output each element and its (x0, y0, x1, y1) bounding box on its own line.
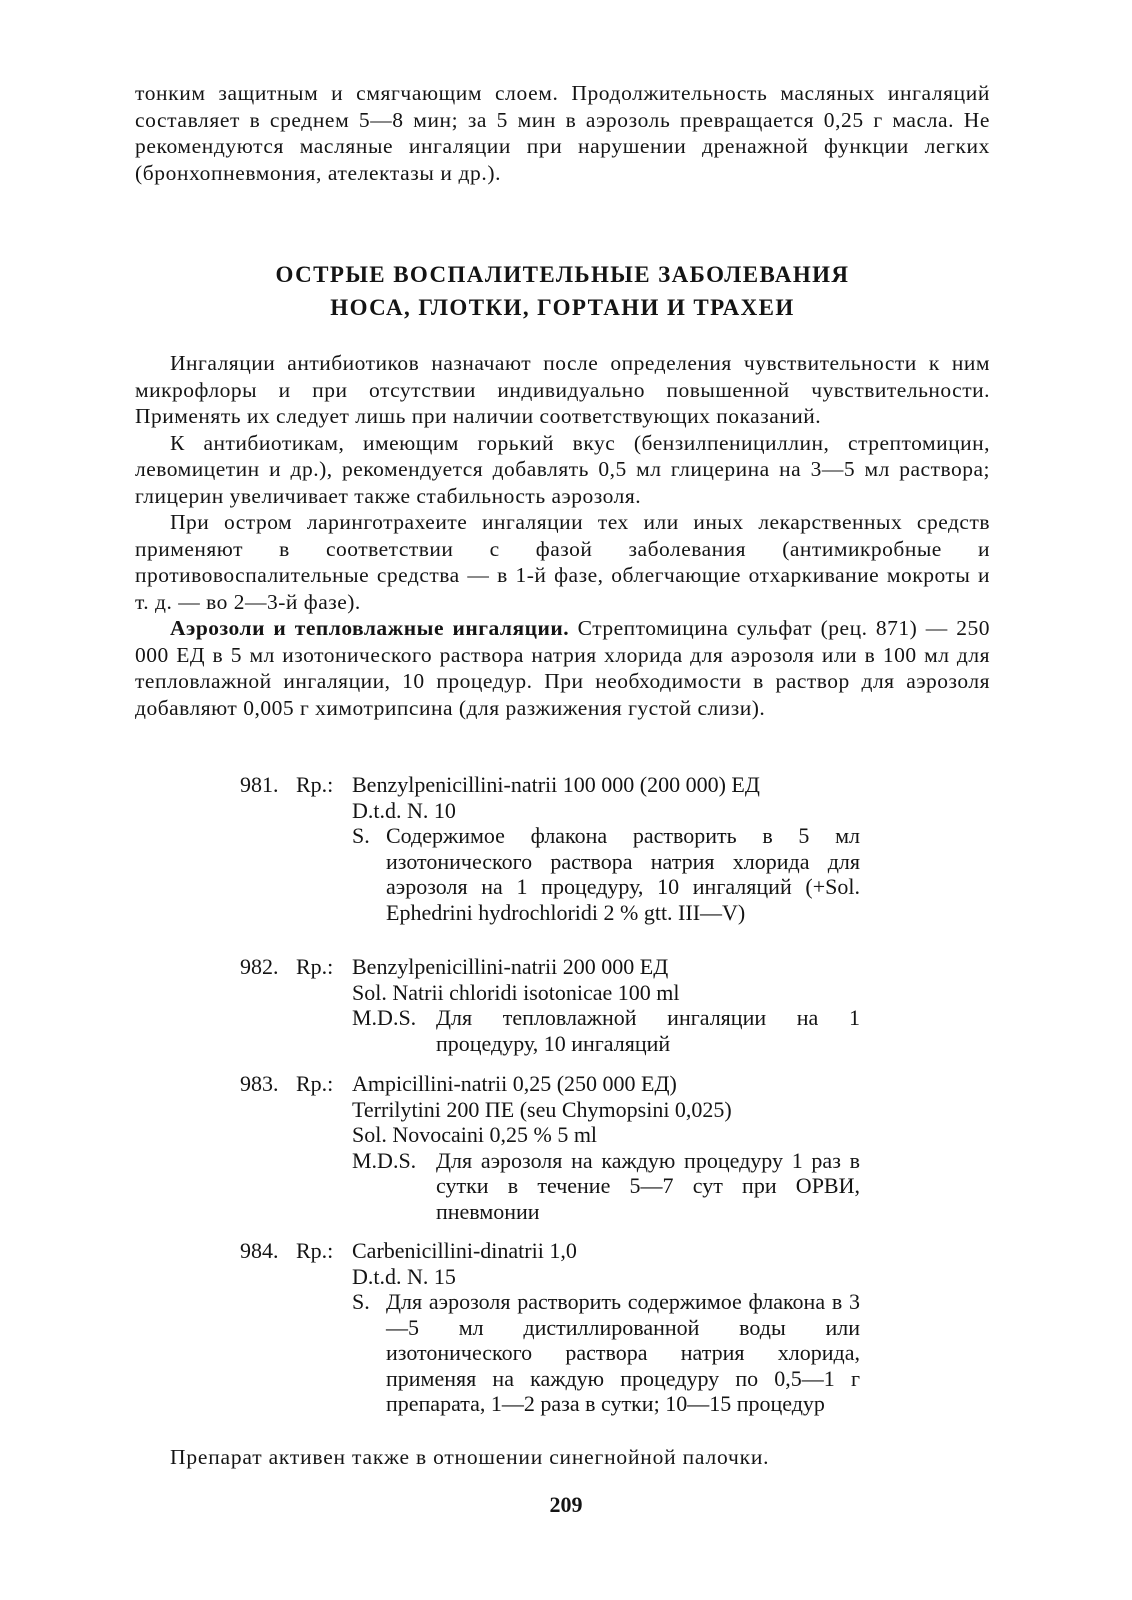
prescription-983 (240, 1071, 890, 1224)
prescription-number: 981. (240, 772, 279, 797)
signa-label: M.D.S. (352, 1147, 417, 1173)
paragraph-aerosols-text: Стрептомицина сульфат (рец. 871) — 250 000 ЕД в 5 мл изотонического раствора натрия хлорида для аэрозоля или в 100 мл для тепловлажной ингаляции, 10 процедур. При необходимости в раствор для аэрозоля добавляют 0,005 г химотрипсина (для разжижения густой слизи). (135, 616, 990, 720)
prescription-ingredient: Carbenicillini-dinatrii 1,0 (352, 1238, 577, 1263)
prescription-number: 983. (240, 1071, 279, 1096)
prescription-ingredient: D.t.d. N. 10 (352, 797, 456, 823)
prescription-ingredient: Terrilytini 200 ПЕ (seu Chymopsini 0,025) (352, 1096, 732, 1122)
prescription-signa (352, 823, 860, 925)
prescription-984-line-2 (240, 1264, 890, 1290)
signa-label: S. (352, 1289, 370, 1314)
prescription-983-line-3 (240, 1122, 890, 1148)
signa-text: Для тепловлажной ингаляции на 1 процедуру, 10 ингаляций (436, 1005, 860, 1056)
prescription-signa (352, 1289, 860, 1417)
prescription-rp: Rp.: (296, 954, 334, 979)
closing-sentence: Препарат активен также в отношении синегнойной палочки. (170, 1445, 770, 1469)
prescription-rp: Rp.: (296, 1071, 334, 1096)
prescription-ingredient: D.t.d. N. 15 (352, 1263, 456, 1289)
paragraph-laryngotracheitis: При остром ларинготрахеите ингаляции тех или иных лекарственных средств применяют в соответствии с фазой заболевания (антимикробные и противовоспалительные средства — в 1-й фазе, облегчающие отхаркивание мокроты и т. д. — во 2—3-й фазе). (135, 510, 990, 614)
prescription-rp: Rp.: (296, 1238, 334, 1263)
prescription-983-first-line (240, 1071, 890, 1097)
intro-paragraph: тонким защитным и смягчающим слоем. Продолжительность масляных ингаляций составляет в среднем 5—8 мин; за 5 мин в аэрозоль превращается 0,25 г масла. Не рекомендуются масляные ингаляции при нарушении дренажной функции легких (бронхопневмония, ателектазы и др.). (135, 81, 990, 185)
prescription-signa (352, 1148, 860, 1225)
prescription-ingredient: Benzylpenicillini-natrii 100 000 (200 000) ЕД (352, 772, 760, 797)
signa-text: Для аэрозоля растворить содержимое флакона в 3—5 мл дистиллированной воды или изотонического раствора натрия хлорида, применяя на каждую процедуру по 0,5—1 г препарата, 1—2 раза в сутки; 10—15 процедур (386, 1289, 860, 1416)
prescription-ingredient: Benzylpenicillini-natrii 200 000 ЕД (352, 954, 669, 979)
prescription-ingredient: Sol. Natrii chloridi isotonicae 100 ml (352, 979, 680, 1005)
prescription-rp: Rp.: (296, 772, 334, 797)
prescription-982 (240, 954, 890, 1056)
signa-text: Содержимое флакона растворить в 5 мл изотонического раствора натрия хлорида для аэрозоля на 1 процедуру, 10 ингаляций (+Sol. Ephedrini hydrochloridi 2 % gtt. III—V) (386, 823, 860, 925)
signa-label: M.D.S. (352, 1005, 417, 1030)
section-heading-line-2: НОСА, ГЛОТКИ, ГОРТАНИ И ТРАХЕИ (330, 295, 795, 320)
section-heading-line-1: ОСТРЫЕ ВОСПАЛИТЕЛЬНЫЕ ЗАБОЛЕВАНИЯ (275, 262, 850, 287)
prescription-982-first-line (240, 954, 890, 980)
prescription-982-line-2 (240, 980, 890, 1006)
page-number: 209 (549, 1492, 583, 1517)
paragraph-aerosols (135, 615, 990, 721)
paragraph-bitter-taste: К антибиотикам, имеющим горький вкус (бензилпенициллин, стрептомицин, левомицетин и др.), рекомендуется добавлять 0,5 мл глицерина на 3—5 мл раствора; глицерин увеличивает также стабильность аэрозоля. (135, 430, 990, 508)
paragraph-antibiotics: Ингаляции антибиотиков назначают после определения чувствительности к ним микрофлоры и при отсутствии индивидуально повышенной чувствительности. Применять их следует лишь при наличии соответствующих показаний. (135, 351, 990, 428)
run-in-heading: Аэрозоли и тепловлажные ингаляции. (170, 616, 570, 640)
prescription-number: 984. (240, 1238, 279, 1263)
prescription-ingredient: Ampicillini-natrii 0,25 (250 000 ЕД) (352, 1071, 677, 1096)
prescription-984-first-line (240, 1238, 890, 1264)
signa-label: S. (352, 823, 370, 848)
prescription-ingredient: Sol. Novocaini 0,25 % 5 ml (352, 1122, 598, 1147)
section-heading (135, 258, 990, 324)
section-body (135, 350, 990, 721)
prescription-984 (240, 1238, 890, 1417)
prescription-981-first-line (240, 772, 890, 798)
prescription-number: 982. (240, 954, 279, 979)
prescription-981 (240, 772, 890, 925)
prescription-983-line-2 (240, 1097, 890, 1123)
prescription-signa (352, 1005, 860, 1056)
signa-text: Для аэрозоля на каждую процедуру 1 раз в сутки в течение 5—7 сут при ОРВИ, пневмонии (436, 1147, 860, 1224)
prescription-981-line-2 (240, 798, 890, 824)
